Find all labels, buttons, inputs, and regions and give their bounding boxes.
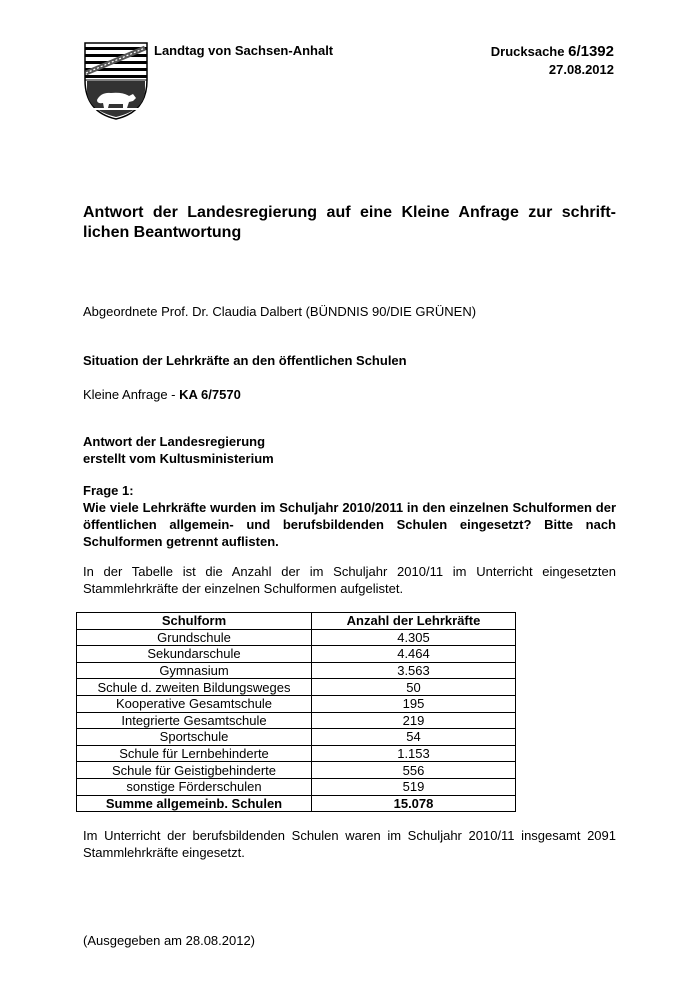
table-header-anzahl: Anzahl der Lehrkräfte — [312, 613, 516, 630]
coat-of-arms-icon — [83, 42, 149, 120]
table-cell-anzahl: 195 — [312, 695, 516, 712]
table-total-row — [77, 795, 516, 812]
table-cell-schulform: Integrierte Gesamtschule — [77, 712, 312, 729]
table-cell-schulform: sonstige Förderschulen — [77, 778, 312, 795]
document-title: Antwort der Landesregierung auf eine Kleine Anfrage zur schrift-lichen Beantwortung — [83, 204, 616, 241]
table-row — [77, 695, 516, 712]
table-cell-schulform: Schule für Geistigbehinderte — [77, 762, 312, 779]
table-cell-schulform: Schule d. zweiten Bildungsweges — [77, 679, 312, 696]
author-line: Abgeordnete Prof. Dr. Claudia Dalbert (BÜNDNIS 90/DIE GRÜNEN) — [83, 304, 477, 319]
table-row — [77, 679, 516, 696]
drucksache-line — [491, 43, 614, 62]
question-text: Wie viele Lehrkräfte wurden im Schuljahr 2010/2011 in den einzelnen Schulformen der öffentlichen allgemein- und berufsbildenden Schulen eingesetzt? Bitte nach Schulformen getrennt auflisten. — [83, 500, 616, 549]
table-row — [77, 712, 516, 729]
teachers-table — [76, 612, 516, 812]
table-total-value: 15.078 — [312, 795, 516, 812]
table-row — [77, 762, 516, 779]
closing-text: Im Unterricht der berufsbildenden Schulen waren im Schuljahr 2010/11 insgesamt 2091 Stammlehrkräfte eingesetzt. — [83, 828, 616, 860]
table-cell-schulform: Sportschule — [77, 729, 312, 746]
table-cell-anzahl: 4.305 — [312, 629, 516, 646]
table-row — [77, 662, 516, 679]
table-cell-schulform: Kooperative Gesamtschule — [77, 695, 312, 712]
table-header-row — [77, 613, 516, 630]
table-cell-anzahl: 556 — [312, 762, 516, 779]
subject-line: Situation der Lehrkräfte an den öffentlichen Schulen — [83, 353, 407, 368]
intro-text: In der Tabelle ist die Anzahl der im Schuljahr 2010/11 im Unterricht eingesetzten Stammlehrkräfte der einzelnen Schulformen aufgelistet. — [83, 564, 616, 596]
document-reference — [491, 43, 614, 78]
table-cell-anzahl: 50 — [312, 679, 516, 696]
issued-note: (Ausgegeben am 28.08.2012) — [83, 933, 256, 948]
drucksache-number: 6/1392 — [568, 43, 614, 60]
inquiry-number: KA 6/7570 — [179, 387, 241, 402]
table-cell-anzahl: 54 — [312, 729, 516, 746]
inquiry-prefix: Kleine Anfrage - — [83, 387, 180, 402]
answer-heading-line1: Antwort der Landesregierung — [83, 434, 266, 449]
answer-heading-line2: erstellt vom Kultusministerium — [83, 451, 274, 466]
table-header-schulform: Schulform — [77, 613, 312, 630]
inquiry-line — [83, 386, 616, 403]
table-cell-anzahl: 519 — [312, 778, 516, 795]
question-label: Frage 1: — [83, 483, 134, 498]
table-cell-schulform: Grundschule — [77, 629, 312, 646]
table-cell-schulform: Gymnasium — [77, 662, 312, 679]
table-cell-schulform: Schule für Lernbehinderte — [77, 745, 312, 762]
table-total-label: Summe allgemeinb. Schulen — [77, 795, 312, 812]
document-date: 27.08.2012 — [548, 61, 614, 77]
table-row — [77, 745, 516, 762]
table-row — [77, 646, 516, 663]
question-block — [83, 482, 616, 550]
table-row — [77, 729, 516, 746]
table-cell-anzahl: 219 — [312, 712, 516, 729]
organization-name: Landtag von Sachsen-Anhalt — [154, 43, 334, 58]
drucksache-label: Drucksache — [490, 44, 565, 59]
table-cell-anzahl: 4.464 — [312, 646, 516, 663]
table-cell-anzahl: 3.563 — [312, 662, 516, 679]
table-row — [77, 778, 516, 795]
table-cell-anzahl: 1.153 — [312, 745, 516, 762]
answer-heading — [83, 433, 616, 467]
table-cell-schulform: Sekundarschule — [77, 646, 312, 663]
table-row — [77, 629, 516, 646]
